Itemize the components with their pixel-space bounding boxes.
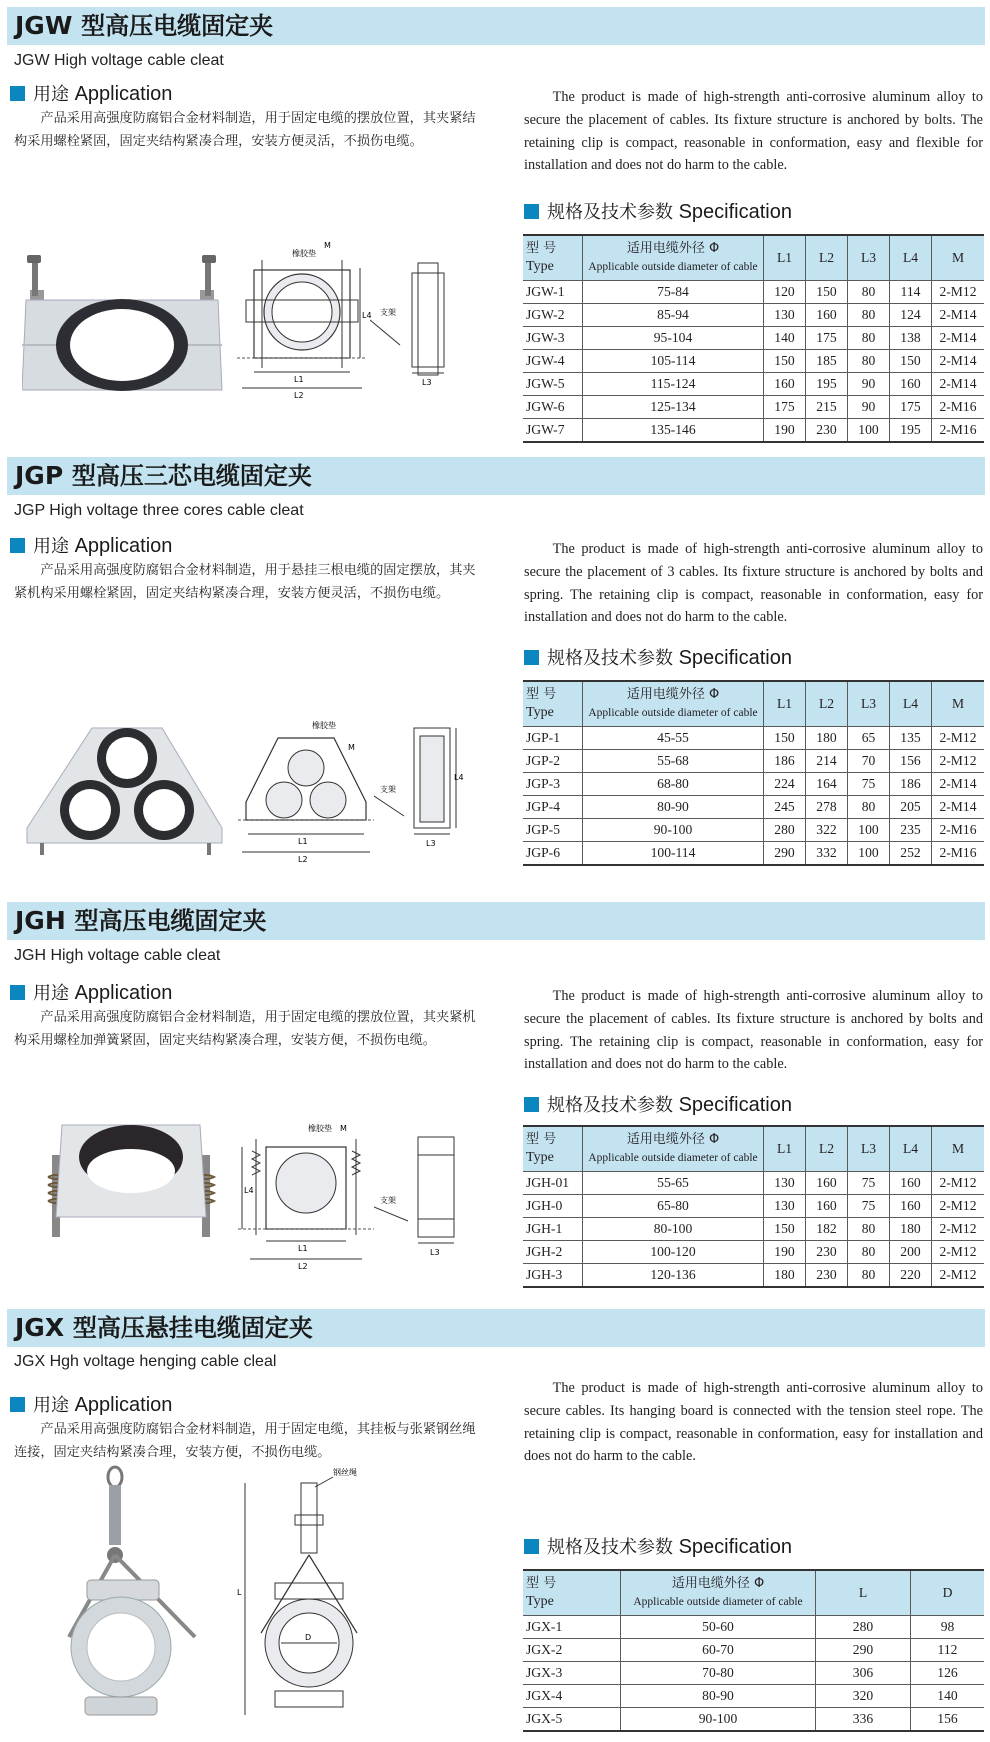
section-banner [7,902,985,940]
svg-text:L2: L2 [298,1262,308,1271]
application-heading: 用途 Application [10,534,172,559]
cell-value: 230 [806,419,848,443]
section-jgp [0,450,990,895]
cell-diameter: 95-104 [583,327,764,350]
svg-text:L1: L1 [298,1244,308,1253]
cell-value: 90 [848,396,890,419]
svg-text:L2: L2 [294,391,304,400]
cell-value: 215 [806,396,848,419]
cell-value: 80 [848,1264,890,1288]
dimension-drawing-front [232,240,372,400]
table-row [523,1639,984,1662]
cell-value: 100 [848,819,890,842]
cell-value: 98 [911,1616,985,1639]
col-diameter: 适用电缆外径 Φ Applicable outside diameter of cable [583,235,764,281]
col-m: M [932,1126,985,1172]
bracket-label: 支架 [380,785,396,794]
cell-value: 65 [848,727,890,750]
cell-value: 130 [764,1195,806,1218]
description-cn: 产品采用高强度防腐铝合金材料制造，用于固定电缆，其挂板与张紧钢丝绳连接，固定夹结构紧凑合理，安装方便，不损伤电缆。 [14,1422,476,1460]
cell-diameter: 68-80 [583,773,764,796]
cell-value: 2-M14 [932,796,985,819]
cell-value: 100 [848,842,890,866]
cell-value: 70 [848,750,890,773]
cell-value: 190 [764,1241,806,1264]
svg-text:L1: L1 [294,375,304,384]
table-row [523,773,984,796]
svg-text:L: L [237,1588,242,1597]
col-type: 型 号 Type [523,235,583,281]
cell-value: 114 [890,281,932,304]
cell-value: 180 [806,727,848,750]
table-row [523,1195,984,1218]
square-bullet-icon [10,985,25,1000]
wire-rope-label: 钢丝绳 [333,1468,357,1477]
cell-type: JGP-3 [523,773,583,796]
col-l3: L3 [848,235,890,281]
square-bullet-icon [524,1539,539,1554]
cell-value: 230 [806,1241,848,1264]
cell-value: 80 [848,304,890,327]
table-row [523,819,984,842]
col-type: 型 号 Type [523,681,583,727]
section-banner [7,1309,985,1347]
svg-text:L4: L4 [454,773,464,782]
cell-value: 175 [806,327,848,350]
cell-type: JGW-4 [523,350,583,373]
cell-value: 2-M16 [932,842,985,866]
cell-value: 2-M12 [932,1172,985,1195]
cell-value: 278 [806,796,848,819]
cell-value: 280 [816,1616,911,1639]
cell-value: 182 [806,1218,848,1241]
cell-value: 252 [890,842,932,866]
cell-diameter: 85-94 [583,304,764,327]
cell-value: 160 [890,373,932,396]
cell-type: JGP-6 [523,842,583,866]
col-l4: L4 [890,681,932,727]
cell-value: 2-M12 [932,1218,985,1241]
cell-type: JGW-2 [523,304,583,327]
description-cn: 产品采用高强度防腐铝合金材料制造，用于固定电缆的摆放位置，其夹紧机构采用螺栓加弹簧紧固，固定夹结构紧凑合理，安装方便，不损伤电缆。 [14,1010,476,1048]
cell-diameter: 45-55 [583,727,764,750]
table-row [523,1241,984,1264]
cell-value: 80 [848,281,890,304]
cell-type: JGP-4 [523,796,583,819]
cell-value: 150 [806,281,848,304]
spec-heading: 规格及技术参数 Specification [524,646,792,671]
cell-diameter: 80-90 [583,796,764,819]
dimension-drawing-front [236,710,376,870]
cell-value: 160 [764,373,806,396]
spec-table [523,1569,984,1732]
cell-value: 245 [764,796,806,819]
bracket-label: 支架 [380,1196,396,1205]
cell-type: JGH-0 [523,1195,583,1218]
cell-value: 320 [816,1685,911,1708]
cell-value: 150 [764,1218,806,1241]
col-l2: L2 [806,235,848,281]
svg-text:M: M [324,241,331,250]
col-m: M [932,681,985,727]
col-l4: L4 [890,235,932,281]
table-row [523,373,984,396]
cell-value: 2-M12 [932,1264,985,1288]
cell-value: 135 [890,727,932,750]
cell-value: 185 [806,350,848,373]
cell-value: 75 [848,1172,890,1195]
section-jgw [0,0,990,450]
rubber-pad-label: 橡胶垫 [292,249,316,258]
dimension-drawing-front [236,1117,376,1277]
section-subtitle: JGP High voltage three cores cable cleat [14,502,304,519]
cell-value: 80 [848,327,890,350]
square-bullet-icon [524,1097,539,1112]
cell-value: 112 [911,1639,985,1662]
svg-text:L3: L3 [426,839,436,848]
col-type: 型 号 Type [523,1570,621,1616]
table-row [523,1218,984,1241]
table-row [523,350,984,373]
cell-type: JGP-5 [523,819,583,842]
cell-type: JGW-6 [523,396,583,419]
cell-value: 150 [764,350,806,373]
cell-value: 90 [848,373,890,396]
cell-value: 2-M16 [932,396,985,419]
col-l3: L3 [848,1126,890,1172]
cell-value: 160 [806,1195,848,1218]
cell-value: 80 [848,796,890,819]
cell-value: 2-M16 [932,419,985,443]
svg-text:L3: L3 [430,1248,440,1257]
cell-value: 186 [890,773,932,796]
cell-value: 150 [890,350,932,373]
cell-value: 160 [890,1172,932,1195]
cell-value: 80 [848,1218,890,1241]
product-photo [40,1117,220,1267]
cell-diameter: 105-114 [583,350,764,373]
application-heading: 用途 Application [10,981,172,1006]
cell-type: JGW-7 [523,419,583,443]
cell-value: 120 [764,281,806,304]
cell-type: JGW-3 [523,327,583,350]
cell-type: JGX-5 [523,1708,621,1732]
cell-type: JGW-1 [523,281,583,304]
cell-value: 2-M14 [932,304,985,327]
cell-value: 195 [806,373,848,396]
cell-type: JGX-4 [523,1685,621,1708]
product-photo [22,250,232,400]
section-jgx [0,1305,990,1742]
col-l4: L4 [890,1126,932,1172]
col-l1: L1 [764,1126,806,1172]
cell-value: 126 [911,1662,985,1685]
cell-diameter: 115-124 [583,373,764,396]
cell-diameter: 75-84 [583,281,764,304]
section-subtitle: JGH High voltage cable cleat [14,947,221,964]
svg-text:L1: L1 [298,837,308,846]
col-l1: L1 [764,681,806,727]
svg-text:D: D [305,1633,312,1642]
square-bullet-icon [10,86,25,101]
cell-diameter: 65-80 [583,1195,764,1218]
application-heading: 用途 Application [10,1393,172,1418]
dimension-drawing [235,1465,415,1737]
table-row [523,1172,984,1195]
svg-text:L4: L4 [362,311,372,320]
spec-table [523,234,984,443]
cell-type: JGX-3 [523,1662,621,1685]
svg-text:M: M [348,743,355,752]
cell-value: 180 [764,1264,806,1288]
cell-diameter: 70-80 [621,1662,816,1685]
cell-value: 160 [806,1172,848,1195]
cell-diameter: 50-60 [621,1616,816,1639]
cell-diameter: 135-146 [583,419,764,443]
cell-diameter: 100-114 [583,842,764,866]
cell-value: 2-M14 [932,327,985,350]
table-row [523,1685,984,1708]
cell-value: 175 [890,396,932,419]
cell-type: JGW-5 [523,373,583,396]
cell-value: 140 [911,1685,985,1708]
col-m: M [932,235,985,281]
col-l2: L2 [806,681,848,727]
col-l3: L3 [848,681,890,727]
svg-text:L2: L2 [298,855,308,864]
spec-table [523,1125,984,1288]
cell-type: JGH-2 [523,1241,583,1264]
cell-diameter: 90-100 [621,1708,816,1732]
table-row [523,327,984,350]
cell-value: 160 [890,1195,932,1218]
description-en: The product is made of high-strength anti-corrosive aluminum alloy to secure the placement of cables. Its fixture structure is anchored by bolts. The retaining clip is compact, reasonable in conformation, easy and flexible for installation and does not do harm to the cable. [524,89,983,174]
cell-value: 2-M14 [932,373,985,396]
table-row [523,396,984,419]
section-banner [7,7,985,45]
cell-value: 195 [890,419,932,443]
table-row [523,796,984,819]
cell-value: 140 [764,327,806,350]
cell-diameter: 55-68 [583,750,764,773]
table-row [523,842,984,866]
spec-table [523,680,984,866]
cell-value: 164 [806,773,848,796]
description-en: The product is made of high-strength anti-corrosive aluminum alloy to secure cables. Its hanging board is connected with the tension steel rope. The retaining clip is compact, reasonable in conformation, easy for installation and does not do harm to the cable. [524,1380,983,1465]
cell-type: JGX-2 [523,1639,621,1662]
cell-type: JGH-1 [523,1218,583,1241]
cell-value: 2-M16 [932,819,985,842]
cell-value: 130 [764,1172,806,1195]
svg-text:L4: L4 [244,1186,254,1195]
cell-value: 80 [848,350,890,373]
cell-value: 2-M12 [932,281,985,304]
cell-value: 156 [890,750,932,773]
cell-value: 160 [806,304,848,327]
cell-value: 235 [890,819,932,842]
col-d: D [911,1570,985,1616]
cell-value: 75 [848,773,890,796]
col-l1: L1 [764,235,806,281]
cell-diameter: 55-65 [583,1172,764,1195]
table-row [523,1264,984,1288]
svg-text:L3: L3 [422,378,432,387]
cell-value: 138 [890,327,932,350]
table-row [523,750,984,773]
cell-value: 2-M12 [932,1241,985,1264]
cell-value: 100 [848,419,890,443]
square-bullet-icon [524,204,539,219]
cell-value: 2-M12 [932,727,985,750]
cell-type: JGH-01 [523,1172,583,1195]
cell-value: 205 [890,796,932,819]
cell-value: 2-M12 [932,750,985,773]
dimension-drawing-side [374,1125,464,1275]
cell-diameter: 90-100 [583,819,764,842]
cell-diameter: 100-120 [583,1241,764,1264]
cell-type: JGP-2 [523,750,583,773]
cell-type: JGX-1 [523,1616,621,1639]
cell-diameter: 120-136 [583,1264,764,1288]
col-diameter: 适用电缆外径 Φ Applicable outside diameter of cable [621,1570,816,1616]
cell-value: 280 [764,819,806,842]
spec-heading: 规格及技术参数 Specification [524,1535,792,1560]
table-row [523,1662,984,1685]
cell-value: 306 [816,1662,911,1685]
spec-heading: 规格及技术参数 Specification [524,1093,792,1118]
dimension-drawing-side [370,255,460,405]
section-title: JGP 型高压三芯电缆固定夹 [15,461,312,490]
cell-diameter: 125-134 [583,396,764,419]
bracket-label: 支架 [380,308,396,317]
table-row [523,304,984,327]
cell-value: 214 [806,750,848,773]
table-row [523,1616,984,1639]
cell-diameter: 80-90 [621,1685,816,1708]
square-bullet-icon [524,650,539,665]
cell-value: 2-M12 [932,1195,985,1218]
cell-value: 200 [890,1241,932,1264]
cell-type: JGP-1 [523,727,583,750]
cell-type: JGH-3 [523,1264,583,1288]
table-row [523,727,984,750]
cell-value: 2-M14 [932,773,985,796]
section-subtitle: JGX Hgh voltage henging cable cleal [14,1353,277,1370]
description-en: The product is made of high-strength anti-corrosive aluminum alloy to secure the placement of 3 cables. Its fixture structure is anchored by bolts and spring. The retaining clip is compact, reasonable in conformation, easy for installation and does not do harm to the cable. [524,541,983,626]
cell-value: 124 [890,304,932,327]
cell-value: 180 [890,1218,932,1241]
table-row [523,419,984,443]
product-photo [22,718,232,858]
description-en: The product is made of high-strength anti-corrosive aluminum alloy to secure the placement of cables. Its fixture structure is anchored by bolts and spring. The retaining clip is compact, reasonable in conformation, easy for installation and does not do harm to the cable. [524,988,983,1073]
cell-diameter: 80-100 [583,1218,764,1241]
cell-value: 332 [806,842,848,866]
section-title: JGX 型高压悬挂电缆固定夹 [15,1313,313,1342]
cell-value: 75 [848,1195,890,1218]
cell-value: 150 [764,727,806,750]
cell-value: 175 [764,396,806,419]
section-subtitle: JGW High voltage cable cleat [14,52,224,69]
section-title: JGW 型高压电缆固定夹 [15,11,274,40]
rubber-pad-label: 橡胶垫 [312,721,336,730]
square-bullet-icon [10,538,25,553]
description-cn: 产品采用高强度防腐铝合金材料制造，用于固定电缆的摆放位置，其夹紧结构采用螺栓紧固，固定夹结构紧凑合理，安装方便灵活，不损伤电缆。 [14,111,476,149]
section-banner [7,457,985,495]
cell-value: 220 [890,1264,932,1288]
cell-value: 130 [764,304,806,327]
svg-text:M: M [340,1124,347,1133]
cell-diameter: 60-70 [621,1639,816,1662]
cell-value: 322 [806,819,848,842]
col-type: 型 号 Type [523,1126,583,1172]
cell-value: 2-M14 [932,350,985,373]
square-bullet-icon [10,1397,25,1412]
col-diameter: 适用电缆外径 Φ Applicable outside diameter of cable [583,1126,764,1172]
section-jgh [0,895,990,1305]
col-l: L [816,1570,911,1616]
rubber-pad-label: 橡胶垫 [308,1124,332,1133]
cell-value: 190 [764,419,806,443]
cell-value: 80 [848,1241,890,1264]
cell-value: 290 [816,1639,911,1662]
cell-value: 224 [764,773,806,796]
description-cn: 产品采用高强度防腐铝合金材料制造，用于悬挂三根电缆的固定摆放，其夹紧机构采用螺栓紧固，固定夹结构紧凑合理，安装方便灵活，不损伤电缆。 [14,563,476,601]
col-l2: L2 [806,1126,848,1172]
application-heading: 用途 Application [10,82,172,107]
cell-value: 230 [806,1264,848,1288]
section-title: JGH 型高压电缆固定夹 [15,906,267,935]
product-photo [55,1465,205,1737]
cell-value: 336 [816,1708,911,1732]
cell-value: 290 [764,842,806,866]
dimension-drawing-side [374,720,464,870]
cell-value: 186 [764,750,806,773]
col-diameter: 适用电缆外径 Φ Applicable outside diameter of cable [583,681,764,727]
table-row [523,1708,984,1732]
spec-heading: 规格及技术参数 Specification [524,200,792,225]
cell-value: 156 [911,1708,985,1732]
table-row [523,281,984,304]
